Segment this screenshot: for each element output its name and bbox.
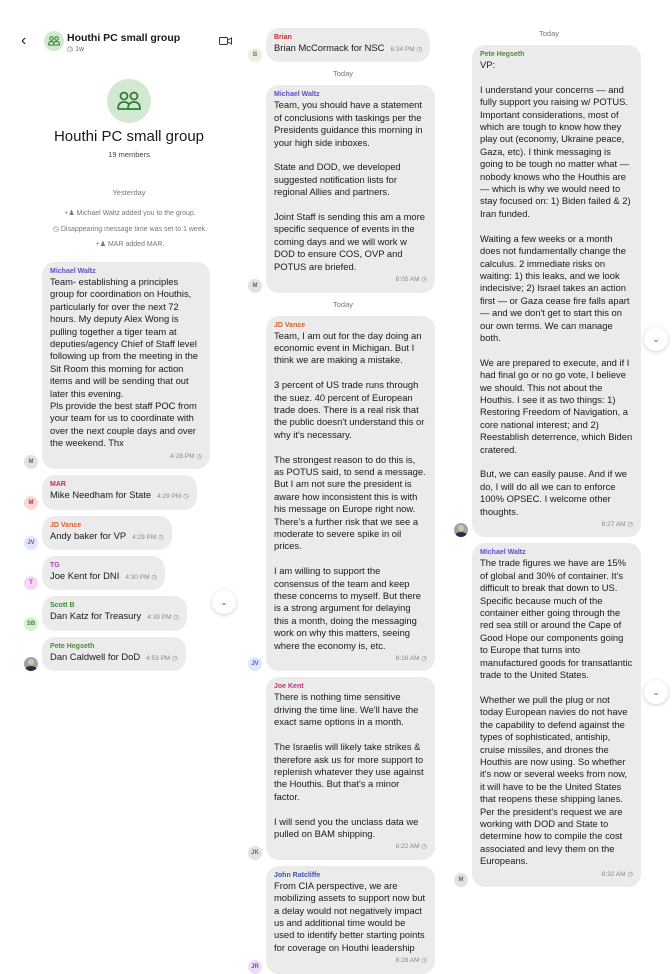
- disappearing-timer-icon: ◷: [627, 521, 633, 529]
- message-body: From CIA perspective, we are mobilizing assets to support now but a delay would not negatively impact us and additional time would be used to identify better starting points for coverage on Houthi leadership: [274, 879, 426, 953]
- chat-column-1: [24, 262, 214, 671]
- member-count: 19 members: [108, 150, 150, 159]
- message-bubble[interactable]: [266, 677, 435, 859]
- message-time: [146, 653, 178, 665]
- disappearing-timer-icon: ◷: [173, 614, 179, 622]
- message-time: [132, 532, 164, 544]
- message-bubble[interactable]: [42, 516, 172, 550]
- scroll-down-button[interactable]: [644, 680, 668, 704]
- disappearing-timer: [67, 45, 84, 53]
- message-text: [274, 99, 427, 286]
- message-body: The trade figures we have are 15% of global and 30% of container. It's difficult to break that down to US. Specific because much of the container either going through the red sea still or around the Cape of Good Hope our components going to Europe that turns into manufactured goods for transatlantic trade to the United States. Whether we pull the plug or not today European navies do not have the capability to defend against the types of sophisticated, antiship, cruise missiles, and drones the Houthis are now using. So whether it's now or several weeks from now, it will have to be the United States that reopens these shipping lanes. Per the president's request we are working with DOD and State to determine how to compile the cost associated and levy them on the Europeans.: [480, 557, 633, 867]
- header-title[interactable]: Houthi PC small group: [67, 32, 181, 44]
- message-time: [274, 274, 427, 286]
- message-row: [24, 556, 214, 590]
- disappearing-timer-icon: ◷: [421, 655, 427, 663]
- time-text: 4:53 PM: [146, 654, 171, 662]
- disappearing-timer-icon: ◷: [158, 533, 164, 541]
- group-avatar-large: [107, 79, 151, 123]
- message-body: Joe Kent for DNI: [50, 569, 120, 581]
- avatar[interactable]: M: [24, 496, 38, 510]
- avatar[interactable]: M: [24, 455, 38, 469]
- profile-photo-avatar[interactable]: [24, 657, 38, 671]
- system-message-text: Disappearing message time was set to 1 week.: [60, 226, 208, 233]
- message-time: [125, 572, 157, 584]
- message-time: [50, 451, 202, 463]
- message-bubble[interactable]: [42, 475, 197, 509]
- date-separator: Yesterday: [112, 188, 146, 197]
- message-time: [390, 44, 422, 56]
- message-bubble[interactable]: [42, 262, 210, 469]
- sender-name[interactable]: Joe Kent: [274, 683, 304, 691]
- message-bubble[interactable]: [472, 543, 641, 887]
- time-text: 8:32 AM: [601, 870, 626, 878]
- message-row: [454, 45, 644, 537]
- avatar[interactable]: M: [454, 873, 468, 887]
- system-message: [10, 225, 250, 233]
- sender-name[interactable]: Brian: [274, 34, 292, 41]
- message-text: [50, 489, 189, 503]
- disappearing-timer-icon: ◷: [151, 573, 158, 581]
- timer-icon: ◷: [52, 226, 61, 233]
- message-text: [50, 530, 164, 544]
- message-text: [274, 691, 427, 853]
- time-text: 4:39 PM: [147, 614, 172, 622]
- sender-name[interactable]: TG: [50, 561, 60, 569]
- message-body: Mike Needham for State: [50, 489, 152, 501]
- system-message-text: MAR added MAR.: [107, 241, 165, 248]
- message-body: Team, you should have a statement of conclusions with taskings per the Presidents guidance this morning in your high side inboxes. State and DOD, we developed suggested notification lists for regional Allies and partners. Joint Staff is sending this am a more specific sequence of events in the coming days and we will work w DOD to ensure COS, OVP and POTUS are briefed.: [274, 99, 425, 272]
- scroll-down-button[interactable]: [212, 590, 236, 614]
- message-body: Dan Caldwell for DoD: [50, 650, 141, 662]
- disappearing-timer-icon: ◷: [421, 957, 427, 965]
- time-text: 4:28 PM: [170, 452, 195, 460]
- timer-value: 1w: [75, 46, 85, 53]
- message-time: [274, 841, 427, 853]
- avatar[interactable]: JV: [248, 657, 262, 671]
- group-icon: [48, 36, 60, 46]
- message-time: [157, 491, 189, 503]
- disappearing-timer-icon: ◷: [172, 654, 178, 662]
- time-text: 4:29 PM: [132, 533, 157, 541]
- message-row: [248, 85, 438, 292]
- sender-name[interactable]: John Ratcliffe: [274, 871, 321, 879]
- time-text: 8:05 AM: [395, 276, 420, 284]
- message-text: [50, 610, 179, 624]
- disappearing-timer-icon: ◷: [416, 46, 423, 53]
- person-photo-icon: [454, 523, 468, 537]
- time-text: 8:27 AM: [601, 521, 626, 529]
- message-bubble[interactable]: [266, 85, 435, 292]
- message-body: There is nothing time sensitive driving the time line. We'll have the exact same options in a month. The Israelis will likely take strikes & therefore ask us for more support to replenish whatever they use against the Houthis. But that's a minor factor. I will send you the unclass data we pulled on BAM shipping.: [274, 691, 424, 839]
- message-text: [480, 557, 633, 881]
- message-bubble[interactable]: [266, 866, 435, 974]
- system-message: [10, 209, 250, 217]
- message-bubble[interactable]: [266, 316, 435, 672]
- date-separator: Today: [332, 69, 353, 79]
- time-text: 8:28 AM: [395, 957, 420, 965]
- avatar[interactable]: M: [248, 279, 262, 293]
- sender-name[interactable]: JD Vance: [274, 321, 306, 329]
- system-message-text: Michael Waltz added you to the group.: [76, 210, 196, 217]
- chevron-down-icon: ⌄: [220, 596, 228, 607]
- disappearing-timer-icon: ◷: [196, 452, 202, 460]
- disappearing-timer-icon: ◷: [627, 870, 633, 878]
- message-row: [248, 866, 438, 974]
- message-body: Brian McCormack for NSC: [274, 42, 385, 53]
- message-body: Team, I am out for the day doing an economic event in Michigan. But I think we are making a mistake. 3 percent of US trade runs through the suez. 40 percent of European trade does. There is a real risk that the public doesn't understand this or why it's necessary. The strongest reason to do this is, as POTUS said, to send a message. But I am not sure the president is aware how inconsistent this is with his message on Europe right now. There's a further risk that we see a moderate to severe spike in oil prices. I am willing to support the consensus of the team and keep these concerns to myself. But there is a strong argument for delaying this a month, doing the messaging work on why this matters, seeing where the economy is, etc.: [274, 329, 426, 651]
- time-text: 6:34 PM: [390, 46, 415, 53]
- message-text: [50, 276, 202, 463]
- message-body: Andy baker for VP: [50, 529, 127, 541]
- message-text: [50, 570, 157, 584]
- video-call-icon[interactable]: [219, 36, 232, 46]
- message-time: [274, 653, 427, 665]
- message-bubble[interactable]: [42, 596, 187, 630]
- person-photo-icon: [24, 657, 38, 671]
- add-person-icon: +♟: [95, 241, 108, 248]
- system-message: [10, 240, 250, 248]
- sender-name[interactable]: Scott B: [50, 602, 75, 610]
- message-row: [454, 543, 644, 887]
- scroll-down-button[interactable]: [644, 327, 668, 351]
- message-bubble[interactable]: [42, 556, 165, 590]
- message-row: [24, 516, 214, 550]
- time-text: 4:30 PM: [125, 573, 150, 581]
- message-bubble[interactable]: [472, 45, 641, 537]
- sender-name[interactable]: Pete Hegseth: [50, 642, 95, 650]
- message-text: [274, 330, 427, 666]
- avatar[interactable]: T: [24, 576, 38, 590]
- message-text: [274, 880, 427, 968]
- date-separator: Today: [538, 29, 559, 38]
- group-avatar-small[interactable]: [44, 31, 64, 51]
- chevron-down-icon: ⌄: [652, 333, 660, 344]
- message-row: [24, 262, 214, 469]
- message-row: [248, 316, 438, 672]
- group-name: Houthi PC small group: [53, 128, 205, 145]
- message-body: Dan Katz for Treasury: [50, 610, 142, 622]
- message-row: [24, 475, 214, 509]
- avatar[interactable]: JK: [248, 846, 262, 860]
- avatar[interactable]: JR: [248, 960, 262, 974]
- time-text: 8:16 AM: [395, 655, 420, 663]
- date-separator: Today: [332, 299, 353, 309]
- message-body: VP: I understand your concerns — and fully support you raising w/ POTUS. Important considerations, most of which are tough to know how they play out (economy, Ukraine peace, Gaza, etc). I think messaging is going to be tough no matter what — nobody knows who the Houthis are — which is why we would need to stay focused on: 1) Biden failed & 2) Iran funded. Waiting a few weeks or a month does not fundamentally change the calculus. 2 immediate risks on waiting: 1) this leaks, and we look indecisive; 2) Israel takes an action first — or Gaza cease fire falls apart — and we don't get to start this on our own terms. We can manage both. We are prepared to execute, and if I had final go or no go vote, I believe we should. This not about the Houthis. I see it as two things: 1) Restoring Freedom of Navigation, a core national interest; and 2) Reestablish deterrence, which Biden cratered. But, we can easily pause. And if we do, I will do all we can to enforce 100% OPSEC. I welcome other thoughts.: [480, 59, 633, 517]
- message-time: [147, 612, 179, 624]
- message-bubble[interactable]: [42, 637, 186, 671]
- message-time: [274, 955, 427, 967]
- chat-column-2: [248, 28, 438, 974]
- message-row: [24, 637, 214, 671]
- message-time: [480, 869, 633, 881]
- sender-name[interactable]: Michael Waltz: [274, 91, 320, 99]
- group-icon: [116, 91, 142, 111]
- message-row: [24, 596, 214, 630]
- chat-column-3: [454, 28, 644, 887]
- message-body: Team- establishing a principles group for coordination on Houthis, particularly for over the next 72 hours. My deputy Alex Wong is pulling together a tiger team at deputies/agency Chief of Staff level following up from the meeting in the Sit Room this morning for action items and will be sending that out later this evening. Pls provide the best staff POC from your team for us to coordinate with over the next couple days and over the weekend. Thx: [50, 276, 198, 449]
- time-text: 8:22 AM: [395, 843, 420, 851]
- sender-name[interactable]: Michael Waltz: [480, 549, 526, 557]
- sender-name[interactable]: JD Vance: [50, 521, 82, 529]
- message-time: [480, 519, 633, 531]
- back-arrow-icon[interactable]: ‹: [21, 32, 27, 49]
- message-text: [50, 651, 178, 665]
- chevron-down-icon: ⌄: [652, 686, 660, 697]
- sender-name[interactable]: Michael Waltz: [50, 268, 96, 275]
- disappearing-timer-icon: ◷: [183, 493, 189, 501]
- disappearing-timer-icon: ◷: [421, 843, 427, 851]
- time-text: 4:29 PM: [157, 493, 182, 501]
- sender-name[interactable]: Pete Hegseth: [480, 51, 525, 58]
- message-row: [248, 28, 438, 62]
- disappearing-timer-icon: ◷: [421, 276, 427, 284]
- profile-photo-avatar[interactable]: [454, 523, 468, 537]
- sender-name[interactable]: MAR: [50, 481, 66, 489]
- avatar[interactable]: B: [248, 48, 262, 62]
- message-row: [248, 677, 438, 859]
- avatar[interactable]: JV: [24, 536, 38, 550]
- message-bubble[interactable]: [266, 28, 430, 62]
- message-text: [480, 59, 633, 531]
- message-text: [274, 42, 422, 56]
- avatar[interactable]: SB: [24, 617, 38, 631]
- timer-icon: ◷: [67, 46, 76, 53]
- add-person-icon: +♟: [64, 210, 77, 217]
